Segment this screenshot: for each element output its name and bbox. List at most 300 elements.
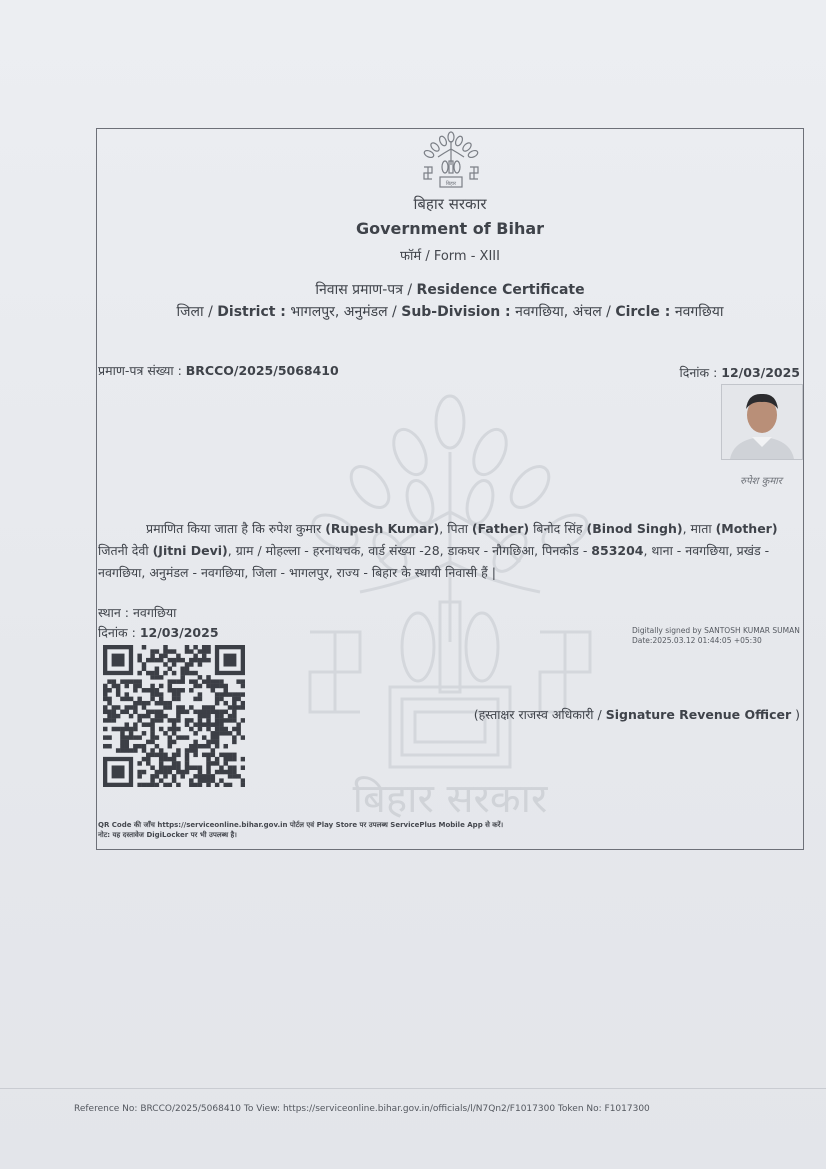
qr-module: [137, 684, 142, 689]
qr-module: [198, 675, 203, 680]
mother-name: (Jitni Devi): [152, 543, 228, 558]
qr-module: [112, 727, 117, 732]
qr-module: [155, 671, 160, 676]
qr-module: [180, 671, 185, 676]
qr-module: [223, 727, 228, 732]
qr-module: [133, 727, 138, 732]
qr-module: [116, 684, 121, 689]
qr-module: [172, 774, 177, 779]
qr-module: [125, 692, 130, 697]
qr-module: [150, 710, 155, 715]
qr-module: [150, 658, 155, 663]
qr-module: [163, 770, 168, 775]
qr-module: [103, 727, 108, 732]
qr-module: [116, 705, 121, 710]
qr-module: [155, 714, 160, 719]
qr-finder: [112, 765, 125, 778]
qr-module: [211, 774, 216, 779]
qr-module: [137, 770, 142, 775]
qr-module: [142, 770, 147, 775]
qr-module: [146, 658, 151, 663]
qr-module: [163, 654, 168, 659]
qr-module: [146, 710, 151, 715]
qr-module: [215, 783, 220, 787]
qr-module: [112, 718, 117, 723]
circle-label: Circle :: [615, 304, 671, 320]
qr-module: [189, 744, 194, 749]
statement-text: , पिता: [439, 521, 472, 536]
qr-module: [211, 748, 216, 753]
qr-module: [176, 753, 181, 758]
qr-module: [211, 710, 216, 715]
issue-date-label: दिनांक :: [679, 365, 722, 380]
qr-module: [185, 671, 190, 676]
qr-module: [163, 662, 168, 667]
qr-module: [215, 718, 220, 723]
qr-module: [202, 744, 207, 749]
qr-module: [206, 710, 211, 715]
qr-module: [241, 684, 245, 689]
qr-module: [202, 774, 207, 779]
qr-module: [129, 714, 134, 719]
qr-module: [211, 684, 216, 689]
qr-module: [219, 731, 224, 736]
qr-module: [198, 710, 203, 715]
qr-module: [150, 765, 155, 770]
qr-module: [206, 714, 211, 719]
government-title: Government of Bihar: [355, 219, 545, 238]
qr-module: [198, 770, 203, 775]
qr-module: [120, 740, 125, 745]
qr-module: [198, 722, 203, 727]
qr-module: [112, 679, 117, 684]
certificate-number-label: प्रमाण-पत्र संख्या :: [98, 363, 186, 378]
qr-module: [120, 735, 125, 740]
qr-module: [185, 757, 190, 762]
qr-module: [159, 675, 164, 680]
qr-module: [223, 753, 228, 758]
qr-module: [176, 714, 181, 719]
digital-signature: [632, 626, 800, 646]
qr-module: [137, 701, 142, 706]
qr-module: [185, 748, 190, 753]
qr-module: [142, 731, 147, 736]
qr-module: [172, 688, 177, 693]
qr-module: [125, 705, 130, 710]
qr-module: [223, 684, 228, 689]
qr-module: [232, 740, 237, 745]
qr-module: [163, 649, 168, 654]
qr-module: [155, 753, 160, 758]
qr-module: [116, 688, 121, 693]
qr-module: [159, 727, 164, 732]
qr-module: [202, 778, 207, 783]
qr-module: [228, 783, 233, 787]
qr-module: [120, 727, 125, 732]
qr-module: [241, 757, 245, 762]
subdivision-value: नवगछिया, अंचल /: [510, 304, 616, 320]
applicant-signature-text: रुपेश कुमार: [740, 476, 782, 487]
qr-module: [189, 705, 194, 710]
qr-module: [129, 679, 134, 684]
qr-module: [198, 727, 203, 732]
qr-module: [232, 710, 237, 715]
qr-module: [189, 658, 194, 663]
qr-module: [219, 710, 224, 715]
qr-finder: [112, 654, 125, 667]
qr-module: [137, 761, 142, 766]
qr-module: [236, 727, 241, 732]
applicant-name: (Rupesh Kumar): [325, 521, 440, 536]
qr-module: [107, 679, 112, 684]
qr-module: [211, 731, 216, 736]
qr-module: [116, 748, 121, 753]
applicant-photo: [721, 384, 803, 460]
qr-module: [193, 765, 198, 770]
qr-module: [103, 688, 108, 693]
qr-module: [206, 705, 211, 710]
qr-module: [172, 761, 177, 766]
qr-module: [142, 645, 147, 650]
qr-module: [155, 692, 160, 697]
qr-module: [125, 740, 130, 745]
qr-module: [198, 692, 203, 697]
qr-module: [189, 727, 194, 732]
qr-module: [112, 710, 117, 715]
mother-label: (Mother): [715, 521, 778, 536]
qr-module: [107, 688, 112, 693]
qr-module: [211, 705, 216, 710]
qr-module: [215, 727, 220, 732]
qr-module: [176, 705, 181, 710]
qr-module: [211, 735, 216, 740]
qr-module: [206, 770, 211, 775]
qr-module: [211, 688, 216, 693]
district-value: भागलपुर, अनुमंडल /: [285, 304, 402, 320]
qr-module: [159, 714, 164, 719]
qr-module: [219, 692, 224, 697]
qr-module: [150, 684, 155, 689]
qr-module: [150, 774, 155, 779]
issue-date-bottom-label: दिनांक :: [98, 625, 140, 640]
qr-module: [168, 718, 173, 723]
qr-module: [172, 649, 177, 654]
certificate-title-hindi: निवास प्रमाण-पत्र /: [315, 282, 417, 298]
qr-module: [206, 761, 211, 766]
qr-module: [125, 710, 130, 715]
qr-module: [129, 697, 134, 702]
qr-module: [125, 735, 130, 740]
qr-module: [223, 783, 228, 787]
signature-label-close: ): [791, 707, 800, 722]
qr-module: [176, 679, 181, 684]
qr-module: [172, 697, 177, 702]
qr-module: [172, 679, 177, 684]
qr-module: [189, 748, 194, 753]
qr-module: [125, 722, 130, 727]
qr-module: [206, 744, 211, 749]
state-name-hindi: बिहार सरकार: [413, 195, 487, 213]
qr-module: [185, 761, 190, 766]
qr-module: [232, 735, 237, 740]
qr-module: [219, 727, 224, 732]
qr-module: [193, 710, 198, 715]
qr-module: [202, 679, 207, 684]
qr-module: [215, 761, 220, 766]
qr-module: [193, 684, 198, 689]
certificate-number: [98, 362, 339, 379]
qr-module: [133, 744, 138, 749]
qr-module: [215, 735, 220, 740]
qr-module: [129, 731, 134, 736]
qr-module: [172, 722, 177, 727]
qr-module: [133, 748, 138, 753]
qr-module: [232, 757, 237, 762]
reference-footer: Reference No: BRCCO/2025/5068410 To View: https://serviceonline.bihar.gov.in/officials/l/N7Qn2/F1017300 Token No: F1017300: [74, 1104, 650, 1114]
qr-module: [215, 714, 220, 719]
qr-module: [232, 727, 237, 732]
qr-module: [206, 684, 211, 689]
qr-module: [150, 740, 155, 745]
qr-module: [198, 662, 203, 667]
qr-code[interactable]: [103, 645, 245, 787]
qr-module: [223, 688, 228, 693]
statement-text: , ग्राम / मोहल्ला - हरनाथचक, वार्ड संख्या -28, डाकघर - नौगछिआ, पिनकोड -: [227, 543, 592, 558]
qr-module: [193, 722, 198, 727]
qr-module: [155, 675, 160, 680]
qr-module: [193, 783, 198, 787]
qr-module: [193, 679, 198, 684]
qr-module: [236, 774, 241, 779]
qr-module: [176, 697, 181, 702]
qr-module: [223, 731, 228, 736]
qr-module: [163, 753, 168, 758]
page-fold-line: [0, 1088, 826, 1089]
qr-module: [159, 658, 164, 663]
qr-module: [150, 688, 155, 693]
qr-module: [193, 753, 198, 758]
qr-module: [150, 718, 155, 723]
qr-module: [198, 744, 203, 749]
qr-module: [180, 658, 185, 663]
qr-module: [189, 718, 194, 723]
qr-module: [133, 735, 138, 740]
qr-module: [228, 757, 233, 762]
qr-module: [176, 761, 181, 766]
qr-module: [146, 671, 151, 676]
qr-module: [163, 774, 168, 779]
qr-module: [107, 697, 112, 702]
qr-module: [150, 783, 155, 787]
qr-module: [206, 765, 211, 770]
qr-module: [159, 757, 164, 762]
qr-module: [159, 748, 164, 753]
qr-module: [198, 718, 203, 723]
qr-module: [103, 718, 108, 723]
qr-module: [211, 761, 216, 766]
certificate-number-value: BRCCO/2025/5068410: [185, 363, 339, 378]
qr-module: [193, 748, 198, 753]
qr-module: [159, 697, 164, 702]
qr-module: [116, 692, 121, 697]
qr-module: [193, 658, 198, 663]
qr-module: [219, 765, 224, 770]
qr-module: [219, 770, 224, 775]
statement-text: , थाना - नवगछिया, प्रखंड - नवगछिया, अनुमंडल - नवगछिया, जिला - भागलपुर, राज्य - बिहार के स्थायी निवासी हैं |: [98, 543, 770, 580]
qr-module: [172, 662, 177, 667]
qr-module: [150, 722, 155, 727]
qr-module: [176, 770, 181, 775]
qr-module: [168, 757, 173, 762]
qr-module: [159, 654, 164, 659]
qr-module: [202, 710, 207, 715]
qr-module: [146, 761, 151, 766]
qr-module: [206, 649, 211, 654]
qr-module: [159, 761, 164, 766]
qr-module: [185, 667, 190, 672]
qr-module: [236, 679, 241, 684]
qr-module: [202, 658, 207, 663]
qr-module: [180, 705, 185, 710]
qr-module: [150, 753, 155, 758]
issue-date-bottom: [98, 624, 219, 641]
qr-module: [155, 688, 160, 693]
qr-module: [137, 671, 142, 676]
qr-module: [176, 735, 181, 740]
location-line: [96, 302, 804, 321]
qr-module: [163, 714, 168, 719]
qr-module: [150, 731, 155, 736]
qr-module: [163, 705, 168, 710]
qr-module: [215, 757, 220, 762]
qr-module: [180, 675, 185, 680]
qr-module: [159, 778, 164, 783]
qr-module: [236, 705, 241, 710]
qr-module: [202, 735, 207, 740]
qr-module: [150, 697, 155, 702]
qr-module: [223, 710, 228, 715]
qr-module: [159, 684, 164, 689]
qr-module: [133, 688, 138, 693]
qr-module: [133, 684, 138, 689]
qr-module: [189, 679, 194, 684]
qr-module: [176, 692, 181, 697]
qr-module: [142, 714, 147, 719]
qr-module: [206, 658, 211, 663]
qr-module: [150, 748, 155, 753]
qr-module: [180, 667, 185, 672]
statement-text: बिनोद सिंह: [529, 521, 587, 536]
qr-module: [215, 740, 220, 745]
qr-module: [133, 679, 138, 684]
qr-module: [155, 783, 160, 787]
qr-module: [215, 701, 220, 706]
qr-module: [159, 692, 164, 697]
qr-module: [142, 757, 147, 762]
qr-module: [211, 679, 216, 684]
qr-module: [198, 658, 203, 663]
qr-module: [120, 744, 125, 749]
qr-module: [142, 748, 147, 753]
qr-module: [142, 662, 147, 667]
qr-module: [185, 649, 190, 654]
qr-module: [168, 740, 173, 745]
qr-module: [193, 774, 198, 779]
certificate-title-english: Residence Certificate: [416, 282, 585, 298]
digital-signature-signer: Digitally signed by SANTOSH KUMAR SUMAN: [632, 626, 800, 635]
qr-module: [232, 697, 237, 702]
qr-module: [168, 688, 173, 693]
qr-module: [150, 671, 155, 676]
qr-module: [168, 765, 173, 770]
qr-module: [185, 765, 190, 770]
father-label: (Father): [471, 521, 530, 536]
qr-module: [206, 645, 211, 650]
qr-module: [146, 783, 151, 787]
qr-module: [168, 727, 173, 732]
qr-module: [198, 783, 203, 787]
qr-module: [223, 692, 228, 697]
qr-module: [103, 735, 108, 740]
qr-module: [107, 735, 112, 740]
qr-module: [168, 667, 173, 672]
qr-module: [180, 774, 185, 779]
certification-statement: [98, 518, 802, 584]
qr-module: [103, 744, 108, 749]
qr-module: [172, 778, 177, 783]
qr-module: [155, 774, 160, 779]
qr-module: [241, 735, 245, 740]
qr-module: [172, 740, 177, 745]
qr-module: [219, 722, 224, 727]
qr-module: [172, 753, 177, 758]
statement-text: प्रमाणित किया जाता है कि रुपेश कुमार: [146, 521, 326, 536]
qr-module: [241, 765, 245, 770]
qr-module: [146, 753, 151, 758]
qr-module: [176, 727, 181, 732]
qr-module: [120, 710, 125, 715]
qr-module: [120, 679, 125, 684]
qr-module: [146, 757, 151, 762]
certificate-title: [96, 280, 804, 299]
qr-module: [125, 697, 130, 702]
qr-module: [172, 727, 177, 732]
watermark-text: बिहार सरकार: [352, 776, 548, 822]
qr-module: [211, 722, 216, 727]
qr-module: [185, 753, 190, 758]
qr-module: [198, 684, 203, 689]
qr-module: [198, 714, 203, 719]
qr-module: [211, 753, 216, 758]
qr-module: [168, 684, 173, 689]
qr-module: [159, 718, 164, 723]
qr-module: [228, 765, 233, 770]
qr-module: [133, 701, 138, 706]
qr-module: [163, 671, 168, 676]
father-name: (Binod Singh): [586, 521, 683, 536]
qr-module: [219, 684, 224, 689]
qr-module: [198, 697, 203, 702]
qr-module: [219, 679, 224, 684]
qr-module: [232, 701, 237, 706]
district-label-hindi: जिला /: [176, 304, 218, 320]
qr-module: [107, 701, 112, 706]
qr-module: [163, 701, 168, 706]
qr-module: [176, 654, 181, 659]
qr-module: [206, 718, 211, 723]
qr-module: [189, 765, 194, 770]
qr-module: [185, 770, 190, 775]
